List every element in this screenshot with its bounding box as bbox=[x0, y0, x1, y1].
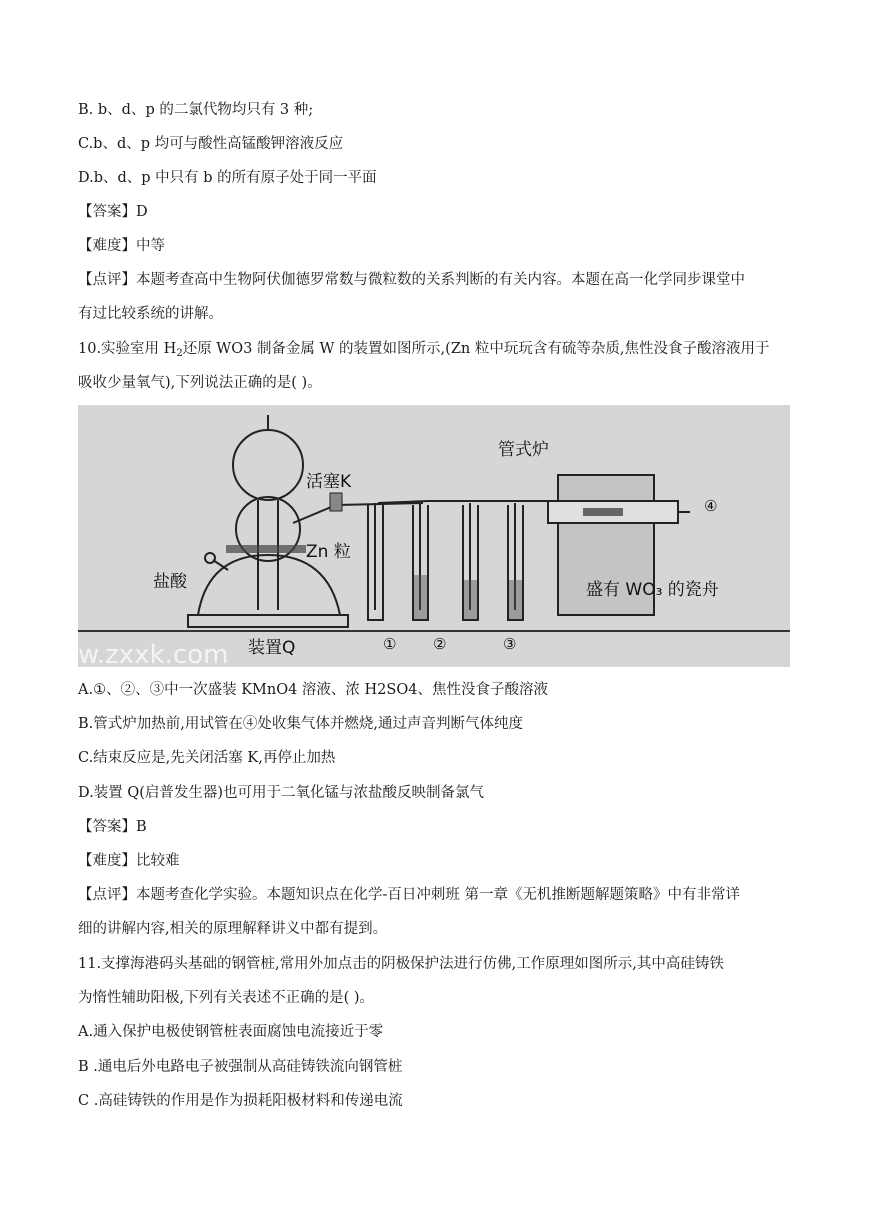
label-furnace: 管式炉 bbox=[498, 440, 549, 460]
q9-option-c: C.b、d、p 均可与酸性高锰酸钾溶液反应 bbox=[78, 136, 344, 152]
label-hcl: 盐酸 bbox=[153, 572, 187, 592]
watermark: w.zxxk.com bbox=[78, 640, 229, 667]
q11-option-b: B .通电后外电路电子被强制从高硅铸铁流向钢管桩 bbox=[78, 1059, 403, 1075]
q9-option-b: B. b、d、p 的二氯代物均只有 3 种; bbox=[78, 102, 314, 118]
q10-option-c: C.结束反应是,先关闭活塞 K,再停止加热 bbox=[78, 750, 336, 766]
q9-difficulty: 【难度】中等 bbox=[78, 238, 165, 254]
q11-stem-line-1: 11.支撑海港码头基础的钢管桩,常用外加点击的阴极保护法进行仿佛,工作原理如图所示,其中高硅铸铁 bbox=[78, 956, 724, 972]
q10-stem-subscript: 2 bbox=[176, 348, 183, 359]
q10-answer: 【答案】B bbox=[78, 819, 147, 835]
label-device-q: 装置Q bbox=[248, 638, 296, 658]
q11-stem-line-2: 为惰性辅助阳极,下列有关表述不正确的是( )。 bbox=[78, 990, 375, 1006]
q9-option-d: D.b、d、p 中只有 b 的所有原子处于同一平面 bbox=[78, 170, 377, 186]
label-bottle-1: ① bbox=[383, 635, 397, 653]
apparatus-figure bbox=[78, 405, 790, 667]
q10-option-b: B.管式炉加热前,用试管在④处收集气体并燃烧,通过声音判断气体纯度 bbox=[78, 716, 523, 732]
label-boat: 盛有 WO₃ 的瓷舟 bbox=[586, 580, 719, 600]
q10-comment-line-1: 【点评】本题考查化学实验。本题知识点在化学-百日冲刺班 第一章《无机推断题解题策略》中有非常详 bbox=[78, 887, 741, 903]
q10-stem-pre: 10.实验室用 H bbox=[78, 341, 177, 357]
q10-comment-line-2: 细的讲解内容,相关的原理解释讲义中都有提到。 bbox=[78, 921, 388, 937]
q10-difficulty: 【难度】比较难 bbox=[78, 853, 180, 869]
label-zn: Zn 粒 bbox=[306, 542, 351, 562]
label-outlet-4: ④ bbox=[704, 497, 718, 515]
q10-stem-post: 还原 WO3 制备金属 W 的装置如图所示,(Zn 粒中玩玩含有硫等杂质,焦性没食子酸溶液用于 bbox=[182, 341, 770, 357]
q10-stem-line-2: 吸收少量氧气),下列说法正确的是( )。 bbox=[78, 375, 322, 391]
q9-answer: 【答案】D bbox=[78, 204, 148, 220]
q11-option-c: C .高硅铸铁的作用是作为损耗阳极材料和传递电流 bbox=[78, 1093, 403, 1109]
q9-comment-line-2: 有过比较系统的讲解。 bbox=[78, 306, 223, 322]
q10-option-d: D.装置 Q(启普发生器)也可用于二氧化锰与浓盐酸反映制备氯气 bbox=[78, 785, 485, 801]
label-bottle-2: ② bbox=[433, 635, 447, 653]
q10-option-a: A.①、②、③中一次盛装 KMnO4 溶液、浓 H2SO4、焦性没食子酸溶液 bbox=[78, 682, 548, 698]
label-stopcock: 活塞K bbox=[306, 472, 352, 492]
q9-comment-line-1: 【点评】本题考查高中生物阿伏伽德罗常数与微粒数的关系判断的有关内容。本题在高一化学同步课堂中 bbox=[78, 272, 745, 288]
q11-option-a: A.通入保护电极使钢管桩表面腐蚀电流接近于零 bbox=[78, 1024, 384, 1040]
stopcock-k bbox=[330, 493, 342, 511]
q10-stem-line-1 bbox=[78, 339, 769, 364]
label-bottle-3: ③ bbox=[503, 635, 517, 653]
